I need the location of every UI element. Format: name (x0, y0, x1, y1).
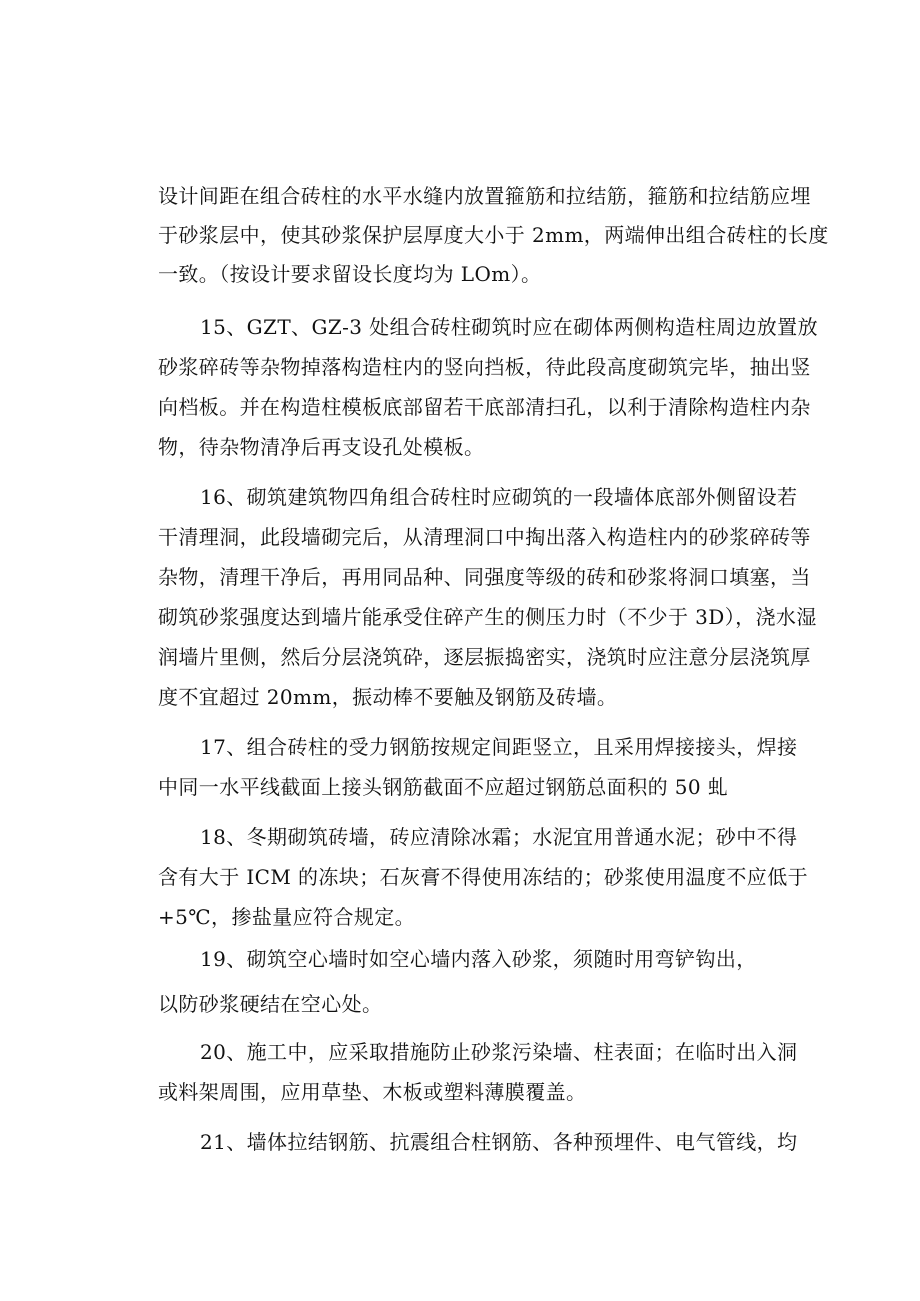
text-line: 润墙片里侧，然后分层浇筑砕，逐层振捣密实，浇筑时应注意分层浇筑厚 (158, 645, 811, 669)
paragraph-21-line: 21、墙体拉结钢筋、抗震组合柱钢筋、各种预埋件、电气管线，均 (200, 1130, 798, 1154)
text-line: 一致。（按设计要求留设长度均为 LOm）。 (158, 262, 542, 286)
text-line: 砌筑砂浆强度达到墙片能承受住碎产生的侧压力时（不少于 3D），浇水湿 (158, 605, 817, 629)
text-line: 砂浆碎砖等杂物掉落构造柱内的竖向挡板，待此段高度砌筑完毕，抽出竖 (158, 355, 811, 379)
text-line: 向档板。并在构造柱模板底部留若干底部清扫孔，以利于清除构造柱内杂 (158, 395, 811, 419)
text-line: 度不宜超过 20mm，振动棒不要触及钢筋及砖墙。 (158, 685, 618, 709)
text-line: 干清理洞，此段墙砌完后，从清理洞口中掏出落入构造柱内的砂浆碎砖等 (158, 525, 811, 549)
paragraph-18-line: 18、冬期砌筑砖墙，砖应清除冰霜；水泥宜用普通水泥；砂中不得 (200, 825, 798, 849)
text-line: 中同一水平线截面上接头钢筋截面不应超过钢筋总面积的 50 虬 (158, 775, 729, 799)
paragraph-17-line: 17、组合砖柱的受力钢筋按规定间距竖立，且采用焊接接头，焊接 (200, 735, 798, 759)
text-line: 设计间距在组合砖柱的水平水缝内放置箍筋和拉结筋，箍筋和拉结筋应埋 (158, 184, 811, 208)
text-line: 杂物，清理干净后，再用同品种、同强度等级的砖和砂浆将洞口填塞，当 (158, 565, 811, 589)
text-line: 物，待杂物清净后再支设孔处模板。 (158, 435, 485, 459)
paragraph-20-line: 20、施工中，应采取措施防止砂浆污染墙、柱表面；在临时出入洞 (200, 1040, 798, 1064)
text-line: +5℃，掺盐量应符合规定。 (158, 905, 416, 929)
text-line: 或料架周围，应用草垫、木板或塑料薄膜覆盖。 (158, 1080, 587, 1104)
paragraph-15-line: 15、GZT、GZ-3 处组合砖柱砌筑时应在砌体两侧构造柱周边放置放 (200, 315, 818, 339)
text-line: 以防砂浆硬结在空心处。 (158, 992, 383, 1016)
text-line: 含有大于 ICM 的冻块；石灰膏不得使用冻结的；砂浆使用温度不应低于 (158, 865, 808, 889)
text-line: 于砂浆层中，使其砂浆保护层厚度大小于 2mm，两端伸出组合砖柱的长度 (158, 223, 829, 247)
paragraph-19-line: 19、砌筑空心墙时如空心墙内落入砂浆，须随时用弯铲钩出， (200, 947, 757, 971)
paragraph-16-line: 16、砌筑建筑物四角组合砖柱时应砌筑的一段墙体底部外侧留设若 (200, 485, 798, 509)
